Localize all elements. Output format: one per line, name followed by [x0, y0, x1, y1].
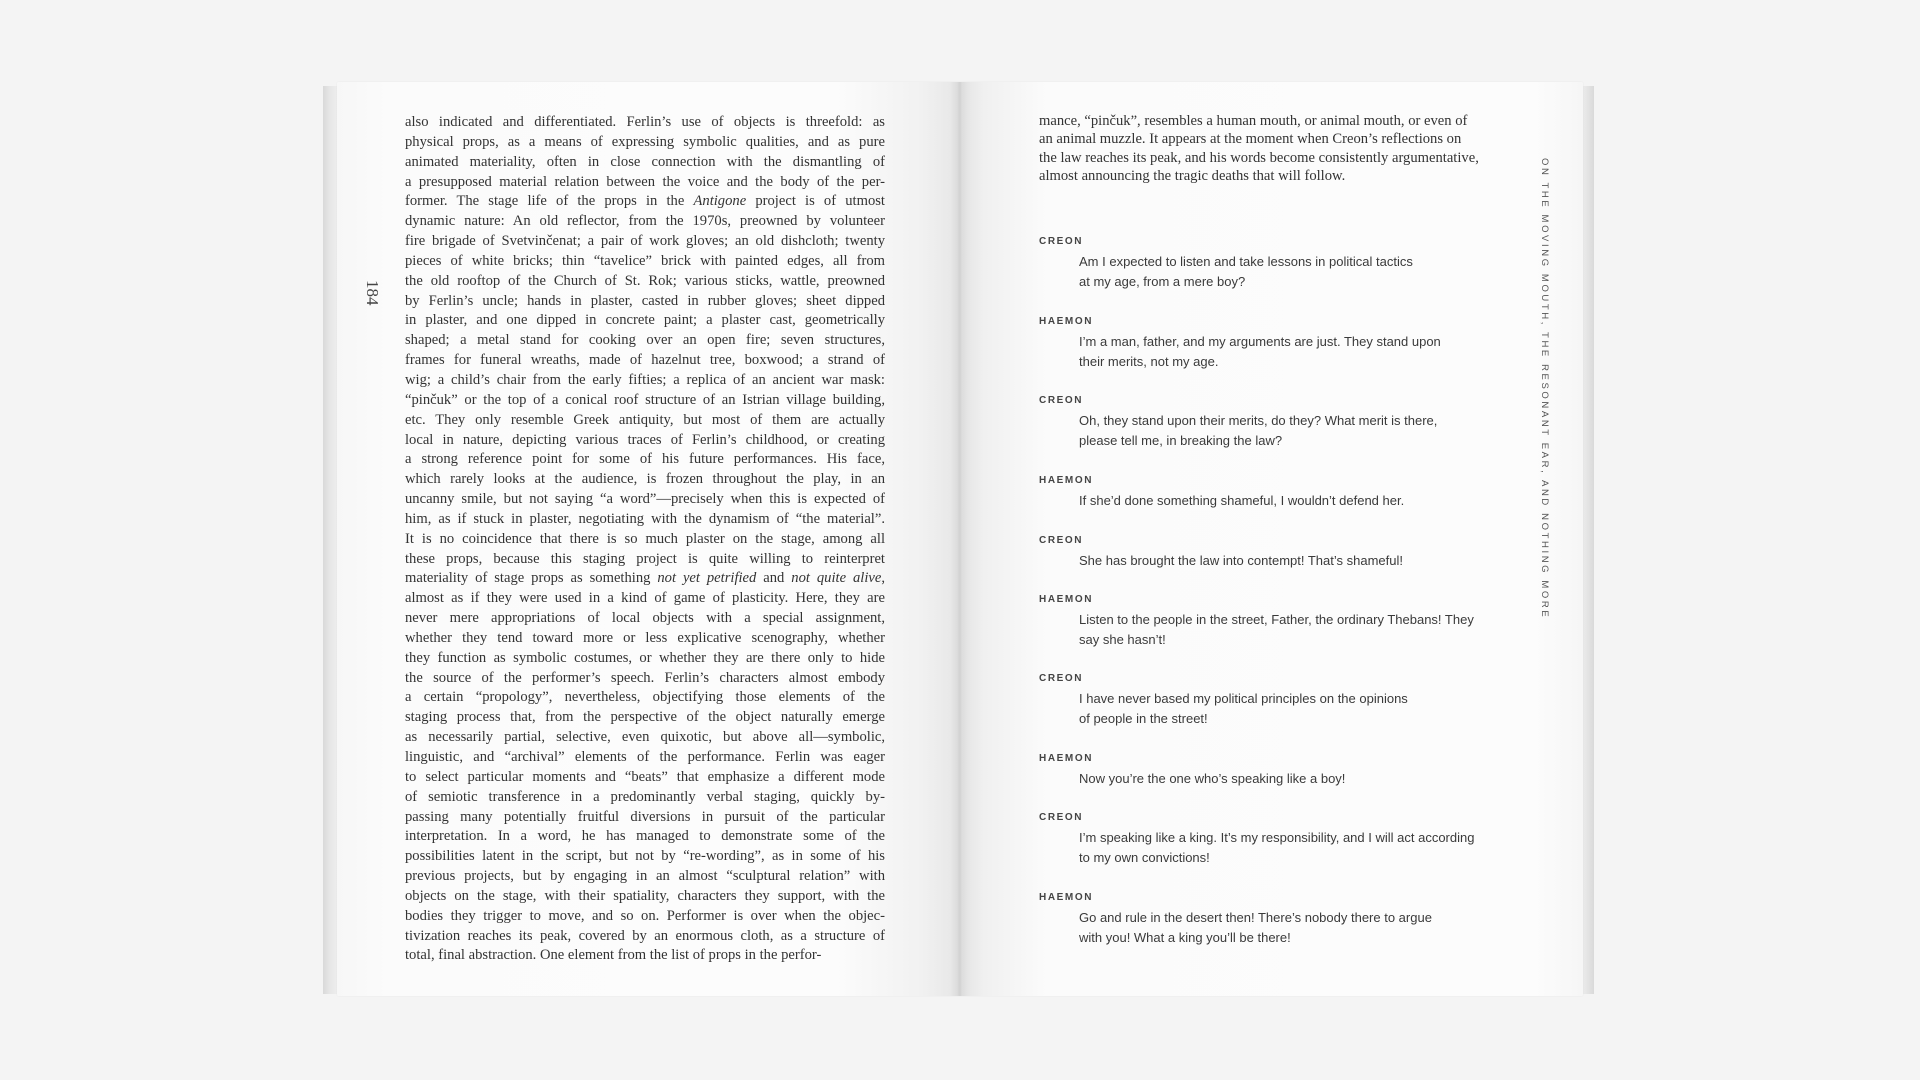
body-text-line: whether they tend toward more or less explicative scenography, whether	[405, 629, 885, 646]
intro-text-line: mance, “pinčuk”, resembles a human mouth, or animal mouth, or even of	[1039, 113, 1468, 129]
speech-line: their merits, not my age.	[1079, 354, 1219, 369]
body-text-line: they function as symbolic costumes, or whether they are there only to hide	[405, 649, 885, 666]
body-text-line: almost as if they were used in a kind of game of plasticity. Here, they are	[405, 590, 885, 607]
body-text-line: a presupposed material relation between the voice and the body of the per-	[405, 173, 885, 190]
body-text-line: a strong reference point for some of his future performances. His face,	[405, 451, 885, 468]
speech-line: of people in the street!	[1079, 711, 1208, 726]
body-text-line: shaped; a metal stand for cooking over an open fire; seven structures,	[405, 332, 885, 349]
left-page-body-text	[405, 113, 885, 966]
body-text-line: total, final abstraction. One element from the list of props in the perfor-	[405, 947, 822, 964]
body-text-line: linguistic, and “archival” elements of the performance. Ferlin was eager	[405, 749, 885, 765]
speech-line: I have never based my political principles on the opinions	[1079, 691, 1408, 706]
body-text-line: interpretation. In a word, he has managed to demonstrate some of the	[405, 828, 885, 845]
speech-line: Am I expected to listen and take lessons in political tactics	[1079, 254, 1413, 269]
body-text-line: etc. They only resemble Greek antiquity, but most of them are actually	[405, 411, 885, 428]
body-text-line: frames for funeral wreaths, made of hazelnut tree, boxwood; a strand of	[405, 352, 885, 369]
speech-line: Oh, they stand upon their merits, do they? What merit is there,	[1079, 413, 1438, 428]
speaker-name: CREON	[1039, 236, 1084, 247]
body-text-line: also indicated and differentiated. Ferlin’s use of objects is threefold: as	[405, 114, 885, 130]
body-text-line: previous projects, but by engaging in an almost “sculptural relation” with	[405, 868, 885, 885]
body-text-line: of semiotic transference in a predominantly verbal staging, quickly by-	[405, 788, 885, 805]
book-gutter	[950, 82, 970, 996]
speech-line: I’m speaking like a king. It’s my responsibility, and I will act according	[1079, 830, 1475, 845]
body-text-line: by Ferlin’s uncle; hands in plaster, casted in rubber gloves; sheet dipped	[405, 292, 885, 309]
speaker-name: CREON	[1039, 673, 1084, 684]
speaker-name: CREON	[1039, 535, 1084, 546]
speech-text	[1079, 769, 1519, 789]
body-text-line: tivization reaches its peak, covered by an enormous cloth, as a structure of	[405, 927, 885, 944]
speech-line: please tell me, in breaking the law?	[1079, 433, 1283, 448]
speaker-name: HAEMON	[1039, 316, 1094, 327]
body-text-line: uncanny smile, but not saying “a word”—precisely when this is expected of	[405, 491, 885, 508]
body-text-line: dynamic nature: An old reflector, from the 1970s, preowned by volunteer	[405, 213, 885, 230]
speech-text	[1079, 252, 1519, 292]
body-text-line: the old rooftop of the Church of St. Rok; various sticks, wattle, preowned	[405, 272, 885, 289]
speech-text	[1079, 332, 1519, 372]
speech-line: with you! What a king you’ll be there!	[1079, 930, 1291, 945]
body-text-line: bodies they trigger to move, and so on. Performer is over when the objec-	[405, 907, 885, 924]
body-text-line: him, as if stuck in plaster, negotiating with the dynamism of “the material”.	[405, 510, 885, 527]
speech-text	[1079, 908, 1519, 948]
speaker-name: HAEMON	[1039, 892, 1094, 903]
speech-text	[1079, 491, 1519, 511]
body-text-line: staging process that, from the perspective of the object naturally emerge	[405, 709, 885, 726]
speech-line: I’m a man, father, and my arguments are just. They stand upon	[1079, 334, 1441, 349]
speaker-name: CREON	[1039, 395, 1084, 406]
body-text-line: former. The stage life of the props in the Antigone project is of utmost	[405, 193, 885, 210]
speech-line: She has brought the law into contempt! That’s shameful!	[1079, 553, 1403, 568]
speech-line: Listen to the people in the street, Father, the ordinary Thebans! They	[1079, 612, 1474, 627]
body-text-line: a certain “propology”, nevertheless, objectifying those elements of the	[405, 689, 885, 706]
body-text-line: animated materiality, often in close connection with the dismantling of	[405, 153, 885, 170]
speech-line: at my age, from a mere boy?	[1079, 274, 1246, 289]
body-text-line: the source of the performer’s speech. Ferlin’s characters almost embody	[405, 669, 885, 686]
speech-text	[1079, 411, 1519, 451]
body-text-line: these props, because this staging project is quite willing to reinterpret	[405, 550, 885, 567]
speech-text	[1079, 610, 1519, 650]
speech-text	[1079, 828, 1519, 868]
intro-text-line: almost announcing the tragic deaths that will follow.	[1039, 167, 1346, 184]
intro-text-line: the law reaches its peak, and his words become consistently argumentative,	[1039, 149, 1479, 166]
body-text-line: never mere appropriations of local objects with a special assignment,	[405, 610, 885, 627]
intro-text-line: an animal muzzle. It appears at the moment when Creon’s reflections on	[1039, 131, 1462, 148]
speaker-name: HAEMON	[1039, 475, 1094, 486]
speech-line: Go and rule in the desert then! There’s nobody there to argue	[1079, 910, 1432, 925]
speaker-name: HAEMON	[1039, 594, 1094, 605]
speech-line: If she’d done something shameful, I wouldn’t defend her.	[1079, 493, 1405, 508]
body-text-line: materiality of stage props as something not yet petrified and not quite alive,	[405, 570, 886, 587]
body-text-line: passing many potentially fruitful diversions in pursuit of the particular	[405, 808, 885, 825]
body-text-line: It is no coincidence that there is so much plaster on the stage, among all	[405, 530, 885, 547]
running-head: ON THE MOVING MOUTH, THE RESONANT EAR, AND NOTHING MORE	[1539, 158, 1550, 620]
body-text-line: physical props, as a means of expressing symbolic qualities, and as pure	[405, 133, 885, 150]
body-text-line: to select particular moments and “beats” that emphasize a different mode	[405, 768, 885, 785]
body-text-line: objects on the stage, with their spatiality, characters they support, with the	[405, 887, 885, 904]
body-text-line: in plaster, and one dipped in concrete paint; a plaster cast, geometrically	[405, 312, 885, 329]
right-page-intro-text	[1039, 112, 1514, 185]
body-text-line: “pinčuk” or the top of a conical roof structure of an Istrian village building,	[405, 391, 885, 408]
speech-line: Now you’re the one who’s speaking like a boy!	[1079, 771, 1346, 786]
body-text-line: pieces of white bricks; thin “tavelice” brick with painted edges, all from	[405, 252, 885, 269]
speaker-name: CREON	[1039, 812, 1084, 823]
body-text-line: fire brigade of Svetvinčenat; a pair of work gloves; an old dishcloth; twenty	[405, 233, 885, 250]
body-text-line: wig; a child’s chair from the early fifties; a replica of an ancient war mask:	[405, 371, 885, 388]
speech-text	[1079, 689, 1519, 729]
page-number: 184	[363, 280, 382, 306]
body-text-line: which rarely looks at the audience, is frozen throughout the play, in an	[405, 471, 885, 488]
body-text-line: local in nature, depicting various traces of Ferlin’s childhood, or creating	[405, 431, 885, 448]
body-text-line: possibilities latent in the script, but not by “re-wording”, as in some of his	[405, 848, 885, 865]
body-text-line: as necessarily partial, selective, even quixotic, but above all—symbolic,	[405, 729, 885, 746]
speech-line: to my own convictions!	[1079, 850, 1210, 865]
speaker-name: HAEMON	[1039, 753, 1094, 764]
speech-text	[1079, 551, 1519, 571]
speech-line: say she hasn’t!	[1079, 632, 1166, 647]
